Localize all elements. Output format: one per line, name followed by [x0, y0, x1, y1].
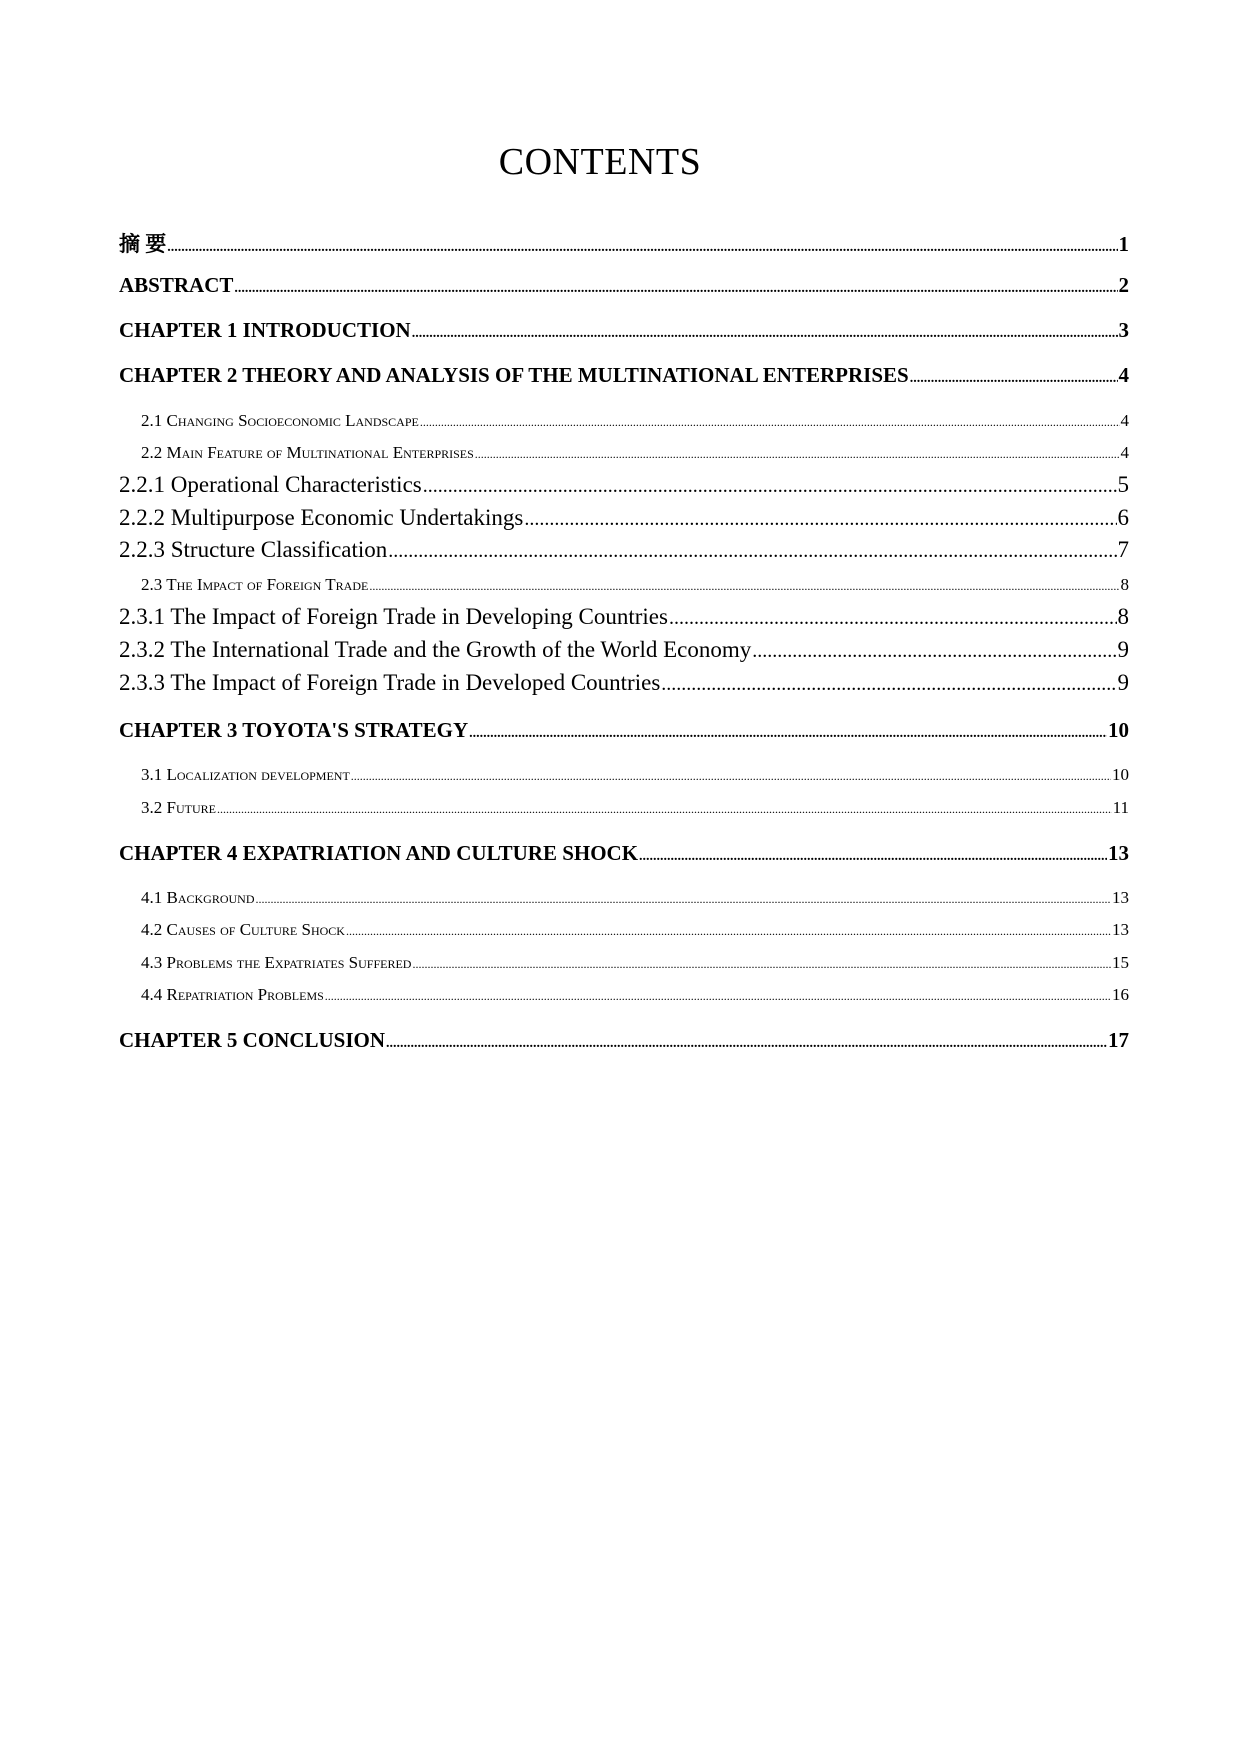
toc-entry[interactable] [119, 363, 1129, 388]
toc-entry-label: 2.2 Main Feature of Multinational Enterprises [141, 443, 474, 462]
toc-entry[interactable] [119, 575, 1129, 595]
toc-entry-page: 6 [1117, 505, 1129, 530]
toc-entry-label: 2.3 The Impact of Foreign Trade [141, 575, 369, 594]
toc-entry-page: 15 [1112, 953, 1129, 972]
toc-entry[interactable] [119, 443, 1129, 463]
toc-entry-label: 2.2.1 Operational Characteristics [119, 472, 422, 497]
toc-entry-label: CHAPTER 2 THEORY AND ANALYSIS OF THE MULTINATIONAL ENTERPRISES [119, 363, 909, 387]
toc-entry-label: 4.3 Problems the Expatriates Suffered [141, 953, 412, 972]
toc-entry-page: 10 [1112, 765, 1129, 784]
dot-leader [369, 575, 1119, 595]
toc-entry-page: 13 [1112, 888, 1129, 907]
dot-leader [388, 537, 1116, 563]
toc-entry[interactable] [119, 505, 1129, 531]
toc-entry-page: 17 [1108, 1028, 1129, 1052]
toc-entry[interactable] [119, 841, 1129, 866]
toc-entry[interactable] [119, 637, 1129, 663]
dot-leader [475, 443, 1120, 463]
toc-entry[interactable] [119, 411, 1129, 431]
toc-entry-label: 4.1 Background [141, 888, 255, 907]
toc-entry-page: 13 [1112, 920, 1129, 939]
toc-entry-label: 摘 要 [119, 232, 167, 256]
dot-leader [524, 505, 1116, 531]
toc-entry[interactable] [119, 472, 1129, 498]
dot-leader [910, 363, 1118, 388]
toc-entry-page: 7 [1117, 537, 1129, 562]
toc-entry-page: 4 [1120, 411, 1129, 430]
dot-leader [469, 718, 1107, 743]
dot-leader [412, 953, 1111, 973]
toc-entry[interactable] [119, 228, 1129, 258]
dot-leader [661, 670, 1116, 696]
dot-leader [351, 765, 1111, 785]
toc-entry-page: 3 [1118, 318, 1129, 342]
toc-entry[interactable] [119, 318, 1129, 343]
dot-leader [412, 318, 1118, 343]
toc-entry-label: CHAPTER 1 INTRODUCTION [119, 318, 411, 342]
toc-entry[interactable] [119, 273, 1129, 298]
toc-entry-page: 10 [1108, 718, 1129, 742]
toc-entry-page: 16 [1112, 985, 1129, 1004]
toc-entry[interactable] [119, 953, 1129, 973]
dot-leader [325, 985, 1111, 1005]
toc-entry-label: 4.4 Repatriation Problems [141, 985, 324, 1004]
toc-entry[interactable] [119, 670, 1129, 696]
toc-entry-page: 9 [1117, 637, 1129, 662]
toc-entry-page: 13 [1108, 841, 1129, 865]
dot-leader [669, 604, 1117, 630]
toc-entry-page: 1 [1118, 232, 1129, 256]
toc-entry[interactable] [119, 537, 1129, 563]
toc-entry-page: 5 [1117, 472, 1129, 497]
dot-leader [639, 841, 1107, 866]
toc-entry-label: 2.3.1 The Impact of Foreign Trade in Developing Countries [119, 604, 668, 629]
toc-entry-label: 2.1 Changing Socioeconomic Landscape [141, 411, 419, 430]
toc-entry[interactable] [119, 888, 1129, 908]
dot-leader [752, 637, 1116, 663]
dot-leader [167, 232, 1117, 257]
dot-leader [256, 888, 1111, 908]
dot-leader [386, 1028, 1107, 1053]
toc-entry-label: 2.3.3 The Impact of Foreign Trade in Developed Countries [119, 670, 661, 695]
toc-entry-label: CHAPTER 4 EXPATRIATION AND CULTURE SHOCK [119, 841, 639, 865]
toc-entry-page: 4 [1118, 363, 1129, 387]
dot-leader [217, 798, 1112, 818]
toc-entry-page: 8 [1117, 604, 1129, 629]
toc-entry[interactable] [119, 604, 1129, 630]
toc-entry-page: 2 [1118, 273, 1129, 297]
toc-entry[interactable] [119, 718, 1129, 743]
toc-entry[interactable] [119, 920, 1129, 940]
toc-entry[interactable] [119, 765, 1129, 785]
toc-entry-label: 2.3.2 The International Trade and the Growth of the World Economy [119, 637, 752, 662]
toc-entry-page: 9 [1117, 670, 1129, 695]
dot-leader [420, 411, 1120, 431]
toc-entry-label: 4.2 Causes of Culture Shock [141, 920, 345, 939]
dot-leader [234, 273, 1117, 298]
toc-entry[interactable] [119, 1028, 1129, 1053]
page-title: CONTENTS [498, 141, 702, 183]
toc-entry-page: 11 [1112, 798, 1129, 817]
toc-entry-label: 2.2.3 Structure Classification [119, 537, 388, 562]
toc-entry[interactable] [119, 798, 1129, 818]
toc-entry-page: 4 [1120, 443, 1129, 462]
toc-entry-label: CHAPTER 3 TOYOTA'S STRATEGY [119, 718, 469, 742]
dot-leader [423, 472, 1117, 498]
dot-leader [346, 920, 1111, 940]
toc-entry-label: CHAPTER 5 CONCLUSION [119, 1028, 386, 1052]
toc-entry-page: 8 [1120, 575, 1129, 594]
toc-entry-label: ABSTRACT [119, 273, 234, 297]
toc-entry-label: 2.2.2 Multipurpose Economic Undertakings [119, 505, 524, 530]
toc-entry-label: 3.1 Localization development [141, 765, 350, 784]
toc-entry[interactable] [119, 985, 1129, 1005]
toc-entry-label: 3.2 Future [141, 798, 216, 817]
